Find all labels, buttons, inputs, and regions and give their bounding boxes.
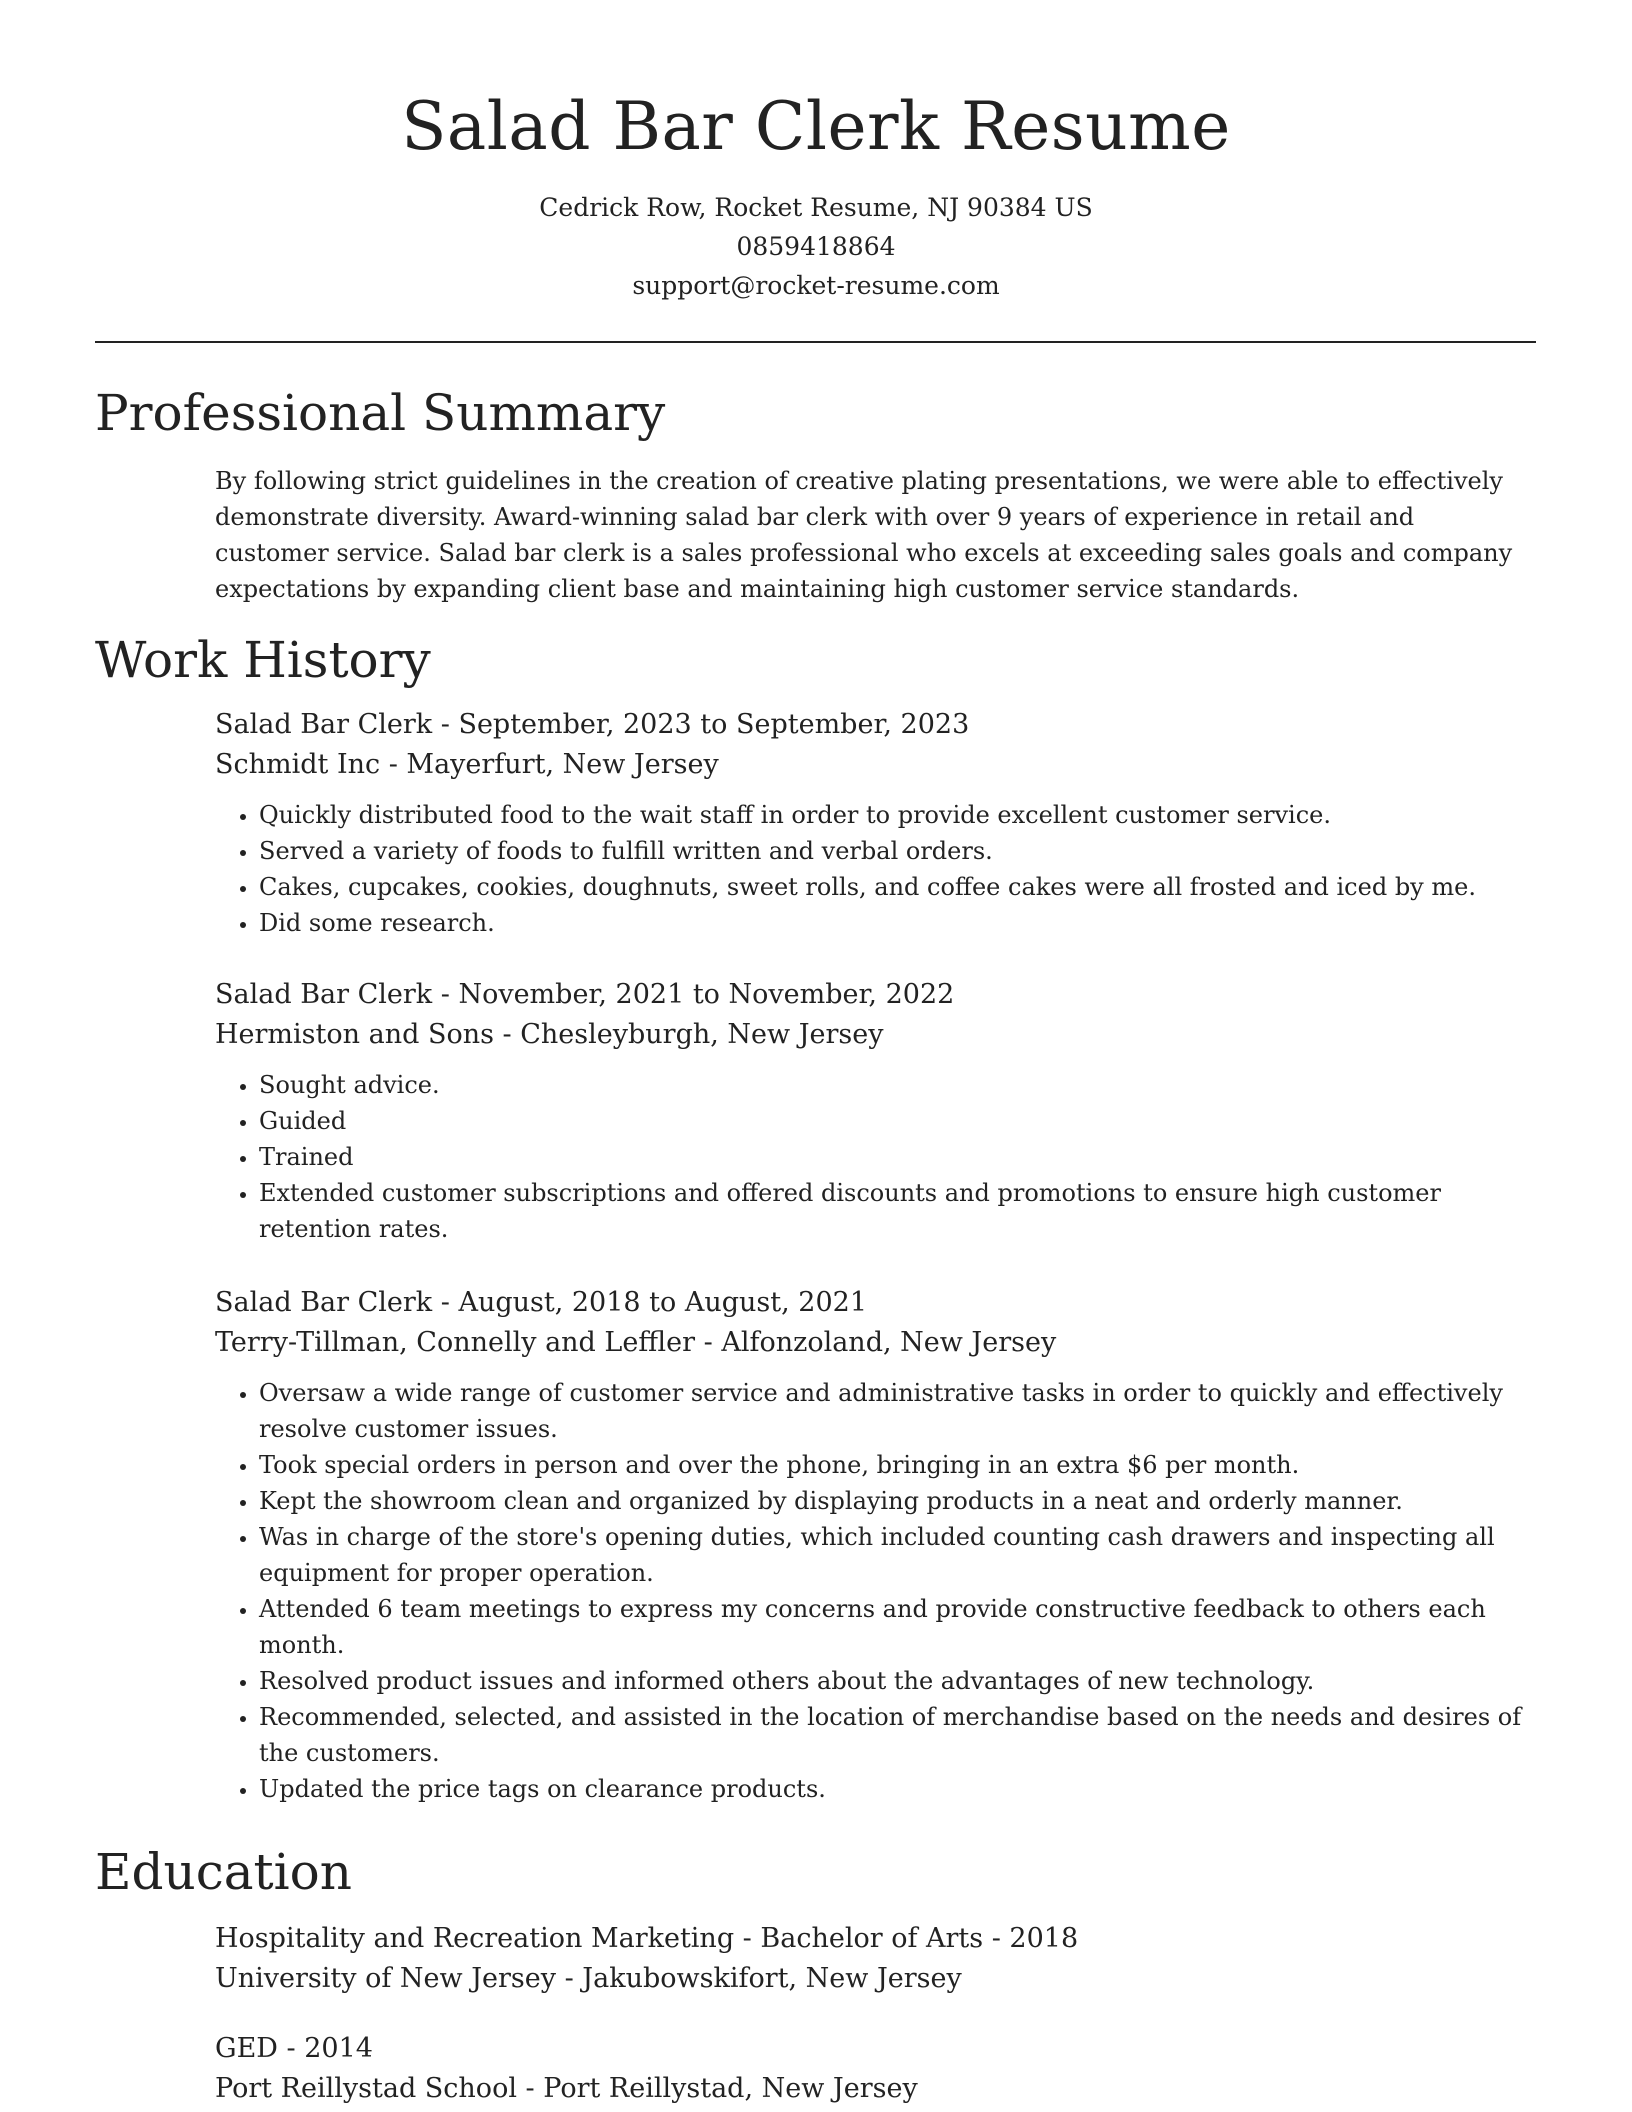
education-entry — [215, 2029, 1535, 2109]
job-bullet: • Kept the showroom clean and organized by displaying products in a neat and orderly manner. — [259, 1483, 1535, 1519]
section-title-education: Education — [95, 1843, 352, 1901]
education-degree-line: Hospitality and Recreation Marketing - Bachelor of Arts - 2018 — [215, 1923, 1079, 1954]
section-title-summary: Professional Summary — [95, 384, 666, 442]
section-title-work-history: Work History — [95, 631, 431, 689]
job-role-line: Salad Bar Clerk - November, 2021 to November, 2022 — [215, 979, 955, 1010]
contact-email: support@rocket-resume.com — [632, 271, 1000, 300]
job-company-line: Terry-Tillman, Connelly and Leffler - Alfonzoland, New Jersey — [215, 1327, 1057, 1358]
education-entry — [215, 1919, 1535, 1999]
job-bullet: • Took special orders in person and over the phone, bringing in an extra $6 per month. — [259, 1447, 1535, 1483]
job-bullet: • Quickly distributed food to the wait staff in order to provide excellent customer service. — [259, 797, 1535, 833]
resume-title: Salad Bar Clerk Resume — [401, 88, 1231, 165]
contact-info — [0, 188, 1632, 305]
job-bullet: • Served a variety of foods to fulfill written and verbal orders. — [259, 833, 1535, 869]
job-bullet: • Resolved product issues and informed others about the advantages of new technology. — [259, 1663, 1535, 1699]
job-bullet: • Extended customer subscriptions and offered discounts and promotions to ensure high customer retention rates. — [259, 1175, 1535, 1247]
job-bullet: • Oversaw a wide range of customer service and administrative tasks in order to quickly and effectively resolve customer issues. — [259, 1375, 1535, 1447]
job-bullets — [215, 797, 1535, 941]
job-entry — [215, 705, 1535, 941]
job-bullet: • Trained — [259, 1139, 1535, 1175]
job-bullet: • Updated the price tags on clearance products. — [259, 1771, 1535, 1807]
job-company-line: Schmidt Inc - Mayerfurt, New Jersey — [215, 749, 719, 780]
job-bullets — [215, 1375, 1535, 1807]
job-role-line: Salad Bar Clerk - August, 2018 to August, 2021 — [215, 1287, 868, 1318]
job-entry — [215, 1283, 1535, 1807]
job-bullet: • Did some research. — [259, 905, 1535, 941]
summary-text: By following strict guidelines in the creation of creative plating presentations, we were able to effectively demonstrate diversity. Award-winning salad bar clerk with over 9 years of experience in retail and customer service. Salad bar clerk is a sales professional who excels at exceeding sales goals and company expectations by expanding client base and maintaining high customer service standards. — [215, 467, 1513, 603]
contact-phone: 0859418864 — [736, 232, 896, 261]
resume-header — [0, 0, 1632, 305]
job-bullet: • Cakes, cupcakes, cookies, doughnuts, sweet rolls, and coffee cakes were all frosted and iced by me. — [259, 869, 1535, 905]
job-bullet: • Sought advice. — [259, 1067, 1535, 1103]
job-company-line: Hermiston and Sons - Chesleyburgh, New Jersey — [215, 1019, 884, 1050]
job-bullet: • Recommended, selected, and assisted in the location of merchandise based on the needs and desires of the customers. — [259, 1699, 1535, 1771]
education-school-line: University of New Jersey - Jakubowskifort, New Jersey — [215, 1963, 962, 1994]
job-bullets — [215, 1067, 1535, 1247]
contact-address: Cedrick Row, Rocket Resume, NJ 90384 US — [539, 193, 1093, 222]
education-degree-line: GED - 2014 — [215, 2033, 373, 2064]
job-bullet: • Attended 6 team meetings to express my concerns and provide constructive feedback to others each month. — [259, 1591, 1535, 1663]
job-entry — [215, 975, 1535, 1247]
job-bullet: • Was in charge of the store's opening duties, which included counting cash drawers and inspecting all equipment for proper operation. — [259, 1519, 1535, 1591]
job-bullet: • Guided — [259, 1103, 1535, 1139]
header-divider — [95, 341, 1536, 343]
education-school-line: Port Reillystad School - Port Reillystad, New Jersey — [215, 2073, 918, 2104]
job-role-line: Salad Bar Clerk - September, 2023 to September, 2023 — [215, 709, 970, 740]
